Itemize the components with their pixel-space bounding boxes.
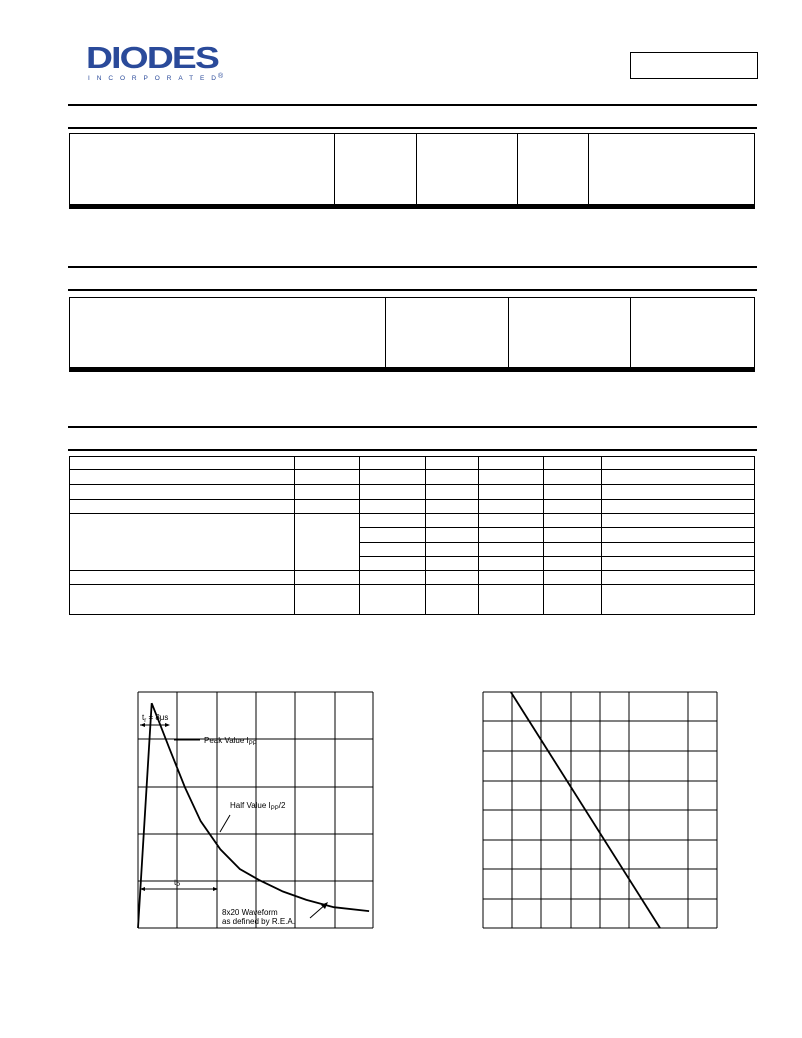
- table-row: [70, 500, 755, 514]
- chart-grid: [483, 692, 717, 928]
- table-row: [70, 134, 755, 205]
- rise-time-arrowhead-right: [165, 723, 170, 727]
- logo-wordmark: DIODES: [86, 42, 219, 75]
- table-row: [70, 371, 755, 372]
- waveform-curve: [138, 703, 369, 928]
- table-row: [70, 298, 755, 368]
- peak-value-label: Peak Value $I_{PP}$: [204, 736, 257, 747]
- table-3: [69, 456, 755, 615]
- table-row: [70, 470, 755, 485]
- table-row: [70, 485, 755, 500]
- diodes-logo: [86, 42, 226, 82]
- section-3-bottom-rule: [68, 449, 757, 451]
- half-value-label: Half Value $I_{PP}/2$: [230, 801, 286, 812]
- table-row: [70, 457, 755, 470]
- rise-time-label: $t_r = 8\mu s$: [142, 713, 169, 724]
- waveform-note-line2: as defined by R.E.A.: [222, 917, 295, 926]
- table-row: [70, 571, 755, 585]
- table-row: [70, 208, 755, 209]
- logo-tagline: INCORPORATED: [88, 75, 216, 82]
- table-1: [69, 133, 755, 209]
- section-2-top-rule: [68, 266, 757, 268]
- table-2: [69, 297, 755, 372]
- part-number-box: [630, 52, 758, 79]
- pulse-width-label: $t_P$: [174, 878, 181, 889]
- waveform-note-line1: 8x20 Waveform: [222, 908, 278, 917]
- chart-grid: [138, 692, 373, 928]
- table-row: [70, 514, 755, 528]
- section-3-top-rule: [68, 426, 757, 428]
- table-row: [70, 585, 755, 615]
- derating-chart: [483, 692, 718, 929]
- section-1-bottom-rule: [68, 127, 757, 129]
- pulse-waveform-chart: [138, 692, 374, 929]
- registered-mark: ®: [218, 73, 224, 80]
- section-2-bottom-rule: [68, 289, 757, 291]
- half-value-pointer: [220, 815, 230, 832]
- section-1-top-rule: [68, 104, 757, 106]
